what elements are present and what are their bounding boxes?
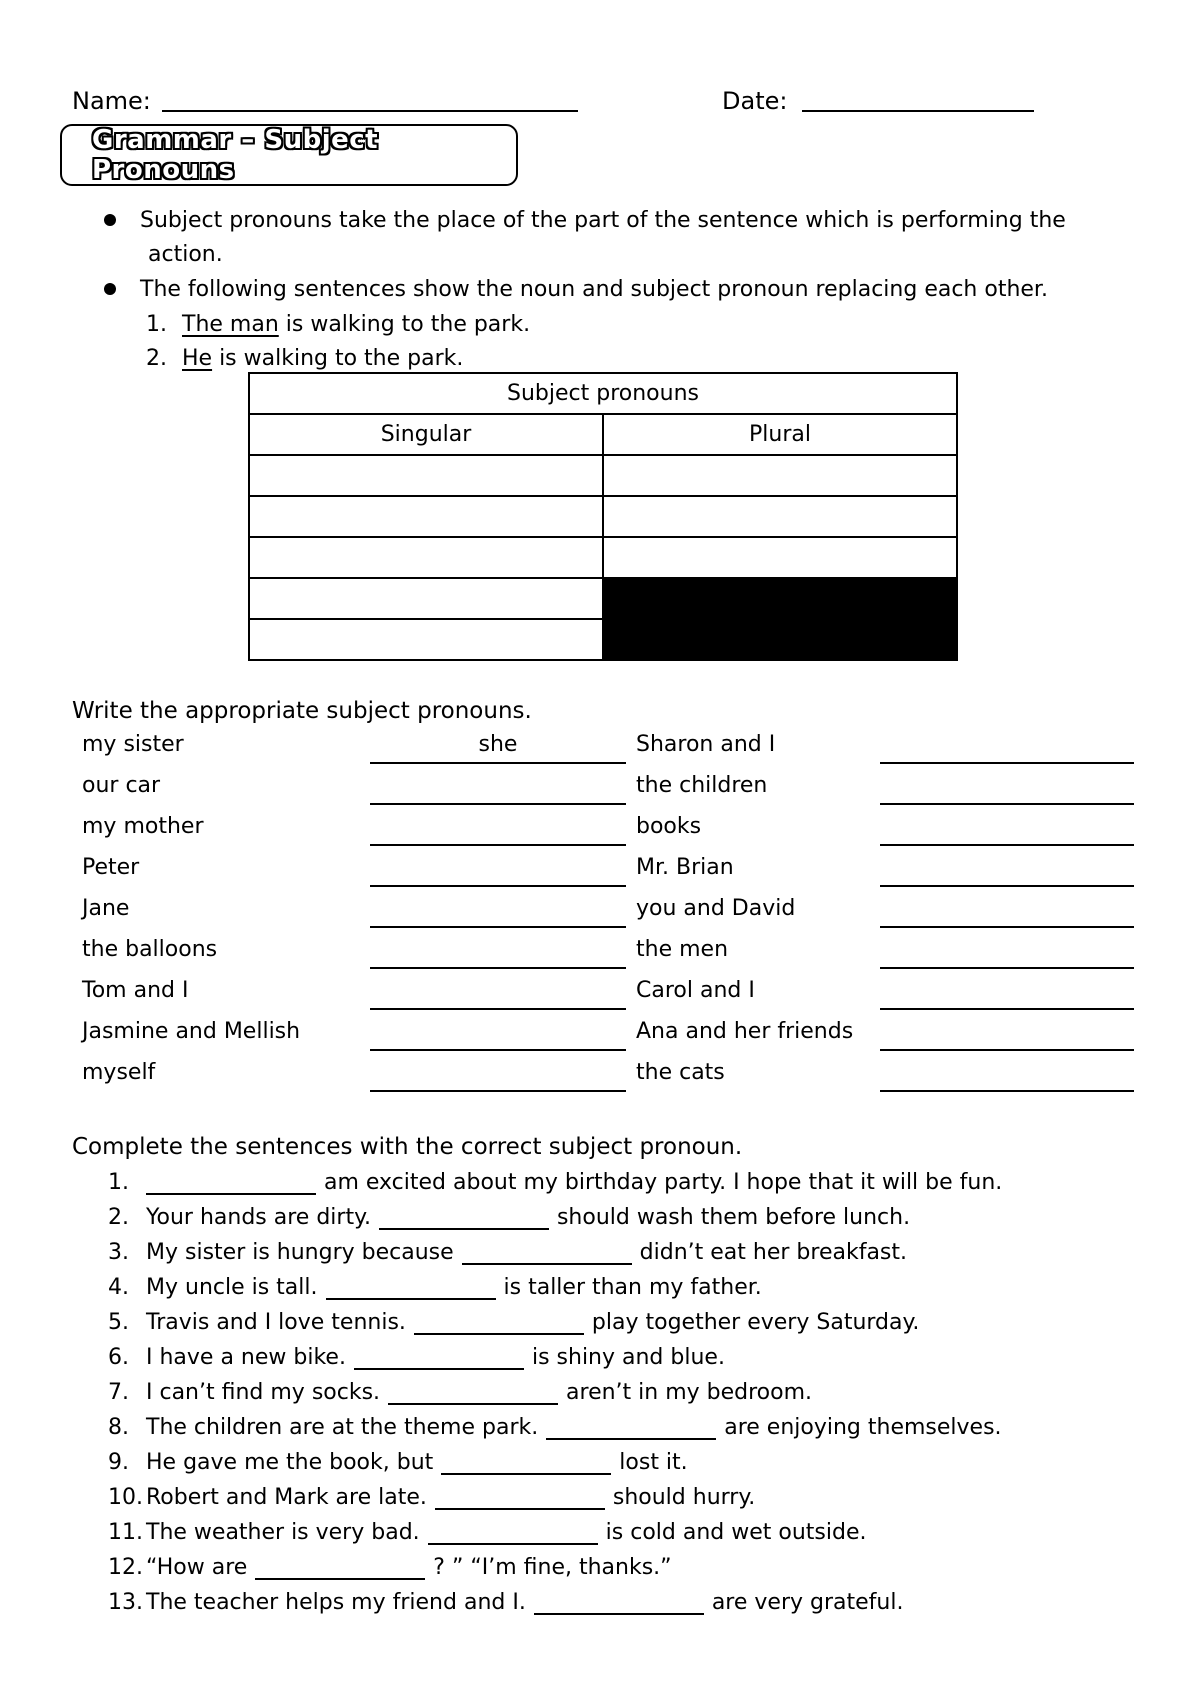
noun-left: Jane xyxy=(82,896,130,921)
answer-blank[interactable] xyxy=(546,1414,716,1440)
bullet-icon xyxy=(104,214,116,226)
noun-right: Sharon and I xyxy=(636,732,776,757)
bullet-text-continued: action. xyxy=(148,242,223,267)
noun-left: the balloons xyxy=(82,937,218,962)
answer-blank[interactable] xyxy=(379,1204,549,1230)
title-box xyxy=(60,124,518,186)
sentence-before: Robert and Mark are late. xyxy=(146,1485,427,1510)
answer-blank[interactable] xyxy=(441,1449,611,1475)
sentence-number: 13. xyxy=(108,1590,143,1615)
answer-line-right[interactable] xyxy=(880,926,1134,928)
sentence-before: I have a new bike. xyxy=(146,1345,346,1370)
answer-blank[interactable] xyxy=(428,1519,598,1545)
answer-blank[interactable] xyxy=(354,1344,524,1370)
list-item xyxy=(108,1160,1002,1195)
sentence-number: 4. xyxy=(108,1275,129,1300)
noun-left: my mother xyxy=(82,814,204,839)
example-subject: The man xyxy=(182,312,279,337)
noun-left: Jasmine and Mellish xyxy=(82,1019,301,1044)
list-item xyxy=(0,892,1200,933)
example-row xyxy=(146,310,530,340)
plural-cell[interactable] xyxy=(603,496,957,537)
list-item xyxy=(108,1300,919,1335)
answer-line-right[interactable] xyxy=(880,967,1134,969)
list-item xyxy=(108,1510,866,1545)
list-item xyxy=(0,728,1200,769)
sentence-number: 6. xyxy=(108,1345,129,1370)
sentence-after: is shiny and blue. xyxy=(531,1345,725,1370)
sentence-after: aren’t in my bedroom. xyxy=(566,1380,813,1405)
sentence-after: are very grateful. xyxy=(711,1590,904,1615)
noun-right: Carol and I xyxy=(636,978,755,1003)
answer-line-left[interactable] xyxy=(370,844,626,846)
noun-right: the cats xyxy=(636,1060,725,1085)
noun-left: my sister xyxy=(82,732,184,757)
answer-line-left[interactable] xyxy=(370,885,626,887)
sentence-before: He gave me the book, but xyxy=(146,1450,434,1475)
sentence-after: should wash them before lunch. xyxy=(556,1205,911,1230)
list-item xyxy=(108,1475,755,1510)
list-item xyxy=(108,1580,903,1615)
list-item xyxy=(108,1370,812,1405)
noun-left: our car xyxy=(82,773,161,798)
date-label: Date: xyxy=(722,87,788,115)
sentence-after: didn’t eat her breakfast. xyxy=(639,1240,908,1265)
list-item xyxy=(108,1195,910,1230)
answer-blank[interactable] xyxy=(326,1274,496,1300)
sentence-after: play together every Saturday. xyxy=(591,1310,920,1335)
sentence-after: is cold and wet outside. xyxy=(605,1520,867,1545)
answer-line-left[interactable] xyxy=(370,967,626,969)
sentence-number: 11. xyxy=(108,1520,143,1545)
singular-cell[interactable] xyxy=(249,578,603,619)
answer-blank[interactable] xyxy=(414,1309,584,1335)
example-number: 1. xyxy=(146,312,167,337)
answer-line-left[interactable] xyxy=(370,1008,626,1010)
sentence-after: should hurry. xyxy=(612,1485,756,1510)
sentence-number: 5. xyxy=(108,1310,129,1335)
answer-blank[interactable] xyxy=(435,1484,605,1510)
table-title: Subject pronouns xyxy=(249,373,957,414)
sentence-after: is taller than my father. xyxy=(503,1275,762,1300)
blacked-out-cell xyxy=(603,578,957,660)
answer-blank[interactable] xyxy=(255,1554,425,1580)
singular-cell[interactable] xyxy=(249,619,603,660)
list-item xyxy=(0,974,1200,1015)
sentence-before: The teacher helps my friend and I. xyxy=(146,1590,526,1615)
sentence-number: 8. xyxy=(108,1415,129,1440)
bullet-text: The following sentences show the noun and subject pronoun replacing each other. xyxy=(140,277,1048,302)
bullet-item xyxy=(104,273,1048,307)
sentence-number: 10. xyxy=(108,1485,143,1510)
example-rest: is walking to the park. xyxy=(278,312,531,337)
list-item xyxy=(0,1015,1200,1056)
plural-cell[interactable] xyxy=(603,455,957,496)
answer-line-right[interactable] xyxy=(880,844,1134,846)
noun-right: Ana and her friends xyxy=(636,1019,854,1044)
name-field[interactable] xyxy=(162,110,578,112)
list-item xyxy=(108,1335,725,1370)
page-title: Grammar – Subject Pronouns xyxy=(92,125,379,185)
list-item xyxy=(108,1405,1002,1440)
name-label: Name: xyxy=(72,87,151,115)
noun-right: the children xyxy=(636,773,768,798)
example-rest: is walking to the park. xyxy=(212,346,464,371)
sentence-before: “How are xyxy=(146,1555,248,1580)
noun-left: Tom and I xyxy=(82,978,189,1003)
noun-right: the men xyxy=(636,937,729,962)
answer-line-right[interactable] xyxy=(880,762,1134,764)
date-field[interactable] xyxy=(802,110,1034,112)
answer-blank[interactable] xyxy=(534,1589,704,1615)
answer-line-left[interactable] xyxy=(370,762,626,764)
sentence-before: I can’t find my socks. xyxy=(146,1380,381,1405)
singular-cell[interactable] xyxy=(249,455,603,496)
sentence-after: are enjoying themselves. xyxy=(724,1415,1002,1440)
sentence-before: My uncle is tall. xyxy=(146,1275,318,1300)
sentence-number: 3. xyxy=(108,1240,129,1265)
list-item xyxy=(108,1265,762,1300)
exercise2-heading: Complete the sentences with the correct subject pronoun. xyxy=(72,1134,743,1160)
list-item xyxy=(108,1440,688,1475)
sentence-after: am excited about my birthday party. I hope that it will be fun. xyxy=(324,1170,1003,1195)
sentence-before: The weather is very bad. xyxy=(146,1520,420,1545)
noun-left: Peter xyxy=(82,855,140,880)
sentence-after: lost it. xyxy=(619,1450,688,1475)
bullet-item xyxy=(104,204,1066,238)
answer-line-right[interactable] xyxy=(880,1049,1134,1051)
sentence-after: ? ” “I’m fine, thanks.” xyxy=(433,1555,672,1580)
example-subject: He xyxy=(182,346,213,371)
list-item xyxy=(0,810,1200,851)
list-item xyxy=(0,1056,1200,1097)
sentence-number: 12. xyxy=(108,1555,143,1580)
list-item xyxy=(108,1545,672,1580)
sentence-number: 9. xyxy=(108,1450,129,1475)
noun-right: Mr. Brian xyxy=(636,855,734,880)
list-item xyxy=(108,1230,907,1265)
sentence-before: Your hands are dirty. xyxy=(146,1205,371,1230)
sentence-number: 2. xyxy=(108,1205,129,1230)
example-number: 2. xyxy=(146,346,167,371)
answer-line-left[interactable] xyxy=(370,926,626,928)
sentence-number: 7. xyxy=(108,1380,129,1405)
sentence-number: 1. xyxy=(108,1170,129,1195)
answer-line-right[interactable] xyxy=(880,803,1134,805)
answer-blank[interactable] xyxy=(462,1239,632,1265)
answer-blank[interactable] xyxy=(388,1379,558,1405)
noun-right: books xyxy=(636,814,702,839)
sentence-before: The children are at the theme park. xyxy=(146,1415,539,1440)
singular-cell[interactable] xyxy=(249,496,603,537)
column-plural: Plural xyxy=(603,414,957,455)
noun-right: you and David xyxy=(636,896,796,921)
exercise1-heading: Write the appropriate subject pronouns. xyxy=(72,698,532,724)
bullet-text: Subject pronouns take the place of the part of the sentence which is performing the xyxy=(140,208,1066,233)
example-row xyxy=(146,344,463,374)
sentence-before: My sister is hungry because xyxy=(146,1240,454,1265)
answer-line-right[interactable] xyxy=(880,1008,1134,1010)
bullet-icon xyxy=(104,283,116,295)
answer-left: she xyxy=(478,732,518,757)
list-item xyxy=(0,851,1200,892)
answer-blank[interactable] xyxy=(146,1169,316,1195)
list-item xyxy=(0,933,1200,974)
column-singular: Singular xyxy=(249,414,603,455)
sentence-before: Travis and I love tennis. xyxy=(146,1310,406,1335)
answer-line-left[interactable] xyxy=(370,1090,626,1092)
subject-pronouns-table xyxy=(248,372,958,661)
answer-line-left[interactable] xyxy=(370,1049,626,1051)
list-item xyxy=(0,769,1200,810)
singular-cell[interactable] xyxy=(249,537,603,578)
plural-cell[interactable] xyxy=(603,537,957,578)
answer-line-right[interactable] xyxy=(880,1090,1134,1092)
noun-left: myself xyxy=(82,1060,156,1085)
answer-line-right[interactable] xyxy=(880,885,1134,887)
answer-line-left[interactable] xyxy=(370,803,626,805)
